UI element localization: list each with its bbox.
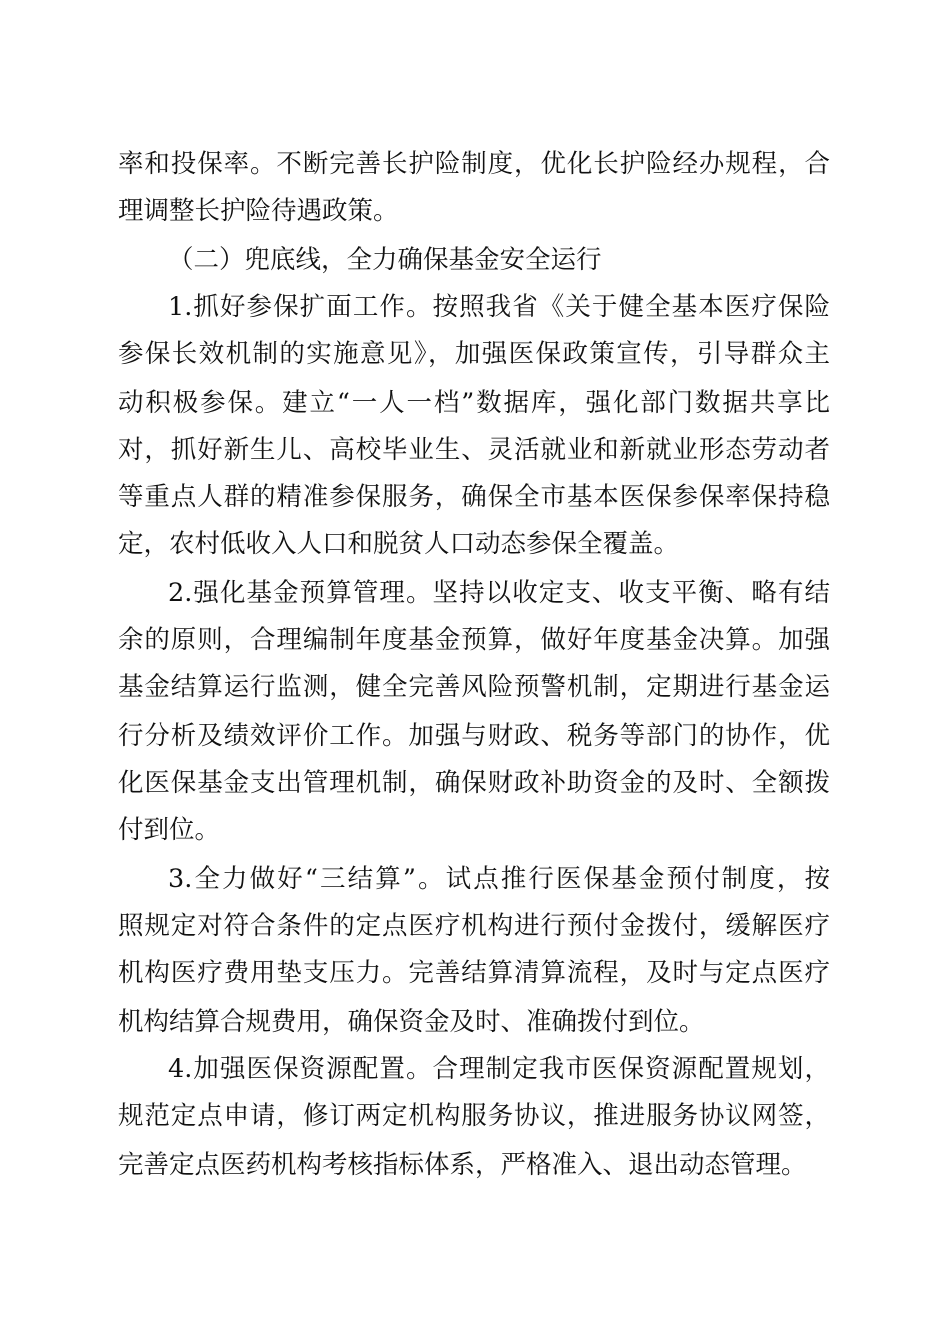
item-1-line-5: 等重点人群的精准参保服务，确保全市基本医保参保率保持稳 (118, 482, 830, 512)
item-3-line-2: 照规定对符合条件的定点医疗机构进行预付金拨付，缓解医疗 (118, 911, 830, 941)
item-3-line-1: 3.全力做好“三结算”。试点推行医保基金预付制度，按 (168, 864, 830, 894)
item-4-line-3: 完善定点医药机构考核指标体系，严格准入、退出动态管理。 (118, 1150, 807, 1180)
item-2-line-2: 余的原则，合理编制年度基金预算，做好年度基金决算。加强 (118, 625, 830, 655)
item-2-line-5: 化医保基金支出管理机制，确保财政补助资金的及时、全额拨 (118, 768, 830, 798)
item-1-line-2: 参保长效机制的实施意见》，加强医保政策宣传，引导群众主 (118, 339, 830, 369)
item-1-line-6: 定，农村低收入人口和脱贫人口动态参保全覆盖。 (118, 529, 680, 559)
item-2-line-3: 基金结算运行监测，健全完善风险预警机制，定期进行基金运 (118, 672, 830, 702)
item-2-line-1: 2.强化基金预算管理。坚持以收定支、收支平衡、略有结 (168, 578, 830, 608)
item-1-line-4: 对，抓好新生儿、高校毕业生、灵活就业和新就业形态劳动者 (118, 435, 830, 465)
item-2-line-4: 行分析及绩效评价工作。加强与财政、税务等部门的协作，优 (118, 721, 830, 751)
item-1-line-3: 动积极参保。建立“一人一档”数据库，强化部门数据共享比 (118, 388, 830, 418)
item-4-line-2: 规范定点申请，修订两定机构服务协议，推进服务协议网签， (118, 1101, 830, 1131)
para-0-line-1: 率和投保率。不断完善长护险制度，优化长护险经办规程，合 (118, 149, 830, 179)
section-heading: （二）兜底线，全力确保基金安全运行 (168, 245, 602, 275)
item-3-line-4: 机构结算合规费用，确保资金及时、准确拨付到位。 (118, 1007, 705, 1037)
item-1-line-1: 1.抓好参保扩面工作。按照我省《关于健全基本医疗保险 (168, 292, 830, 322)
para-0-line-2: 理调整长护险待遇政策。 (118, 196, 399, 226)
item-4-line-1: 4.加强医保资源配置。合理制定我市医保资源配置规划， (168, 1054, 830, 1084)
item-2-line-6: 付到位。 (118, 815, 221, 845)
item-3-line-3: 机构医疗费用垫支压力。完善结算清算流程，及时与定点医疗 (118, 958, 830, 988)
